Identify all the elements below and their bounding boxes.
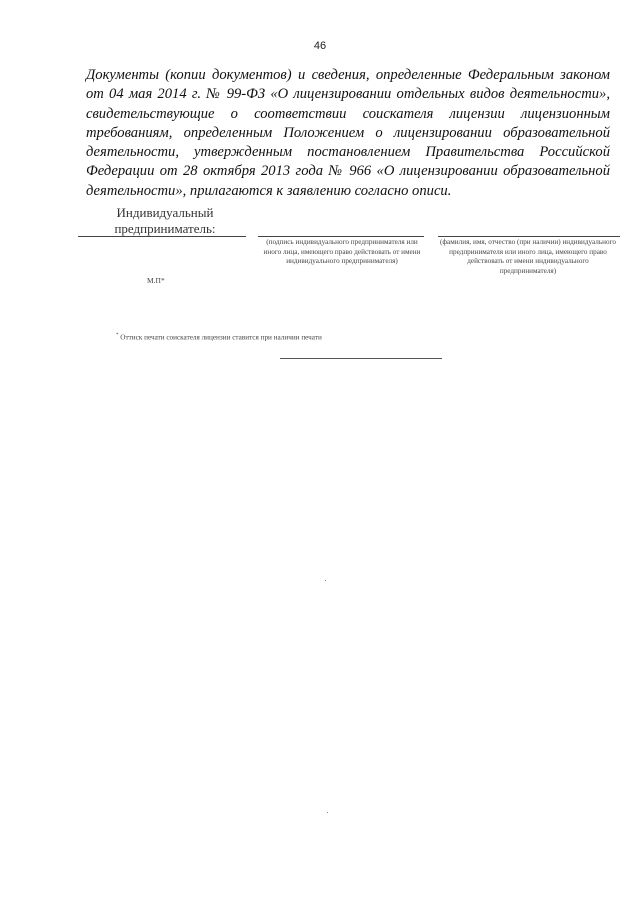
page-number: 46 [313,40,327,52]
scan-speck [325,580,326,581]
name-line [438,236,620,237]
footnote-divider [280,358,442,359]
scan-speck [327,812,328,813]
footnote-text: Оттиск печати соискателя лицензии ставится при наличии печати [120,333,322,342]
name-caption: (фамилия, имя, отчество (при наличии) индивидуального предпринимателя или иного лица, имеющего право действовать от имени индивидуального предпринимателя) [440,238,616,275]
footnote [116,333,322,341]
main-paragraph: Документы (копии документов) и сведения, определенные Федеральным законом от 04 мая 2014 г. № 99-ФЗ «О лицензировании отдельных видов деятельности», свидетельствующие о соответствии соискателя лицензии лицензионным требованиям, определенным Положением о лицензировании образовательной деятельности, утвержденным постановлением Правительства Российской Федерации от 28 октября 2013 года № 966 «О лицензировании образовательной деятельности», прилагаются к заявлению согласно описи. [86,67,610,199]
footnote-mark: * [116,333,119,338]
signature-line [258,236,424,237]
signature-caption: (подпись индивидуального предпринимателя или иного лица, имеющего право действовать от имени индивидуального предпринимателя) [263,238,421,265]
stamp-placeholder: М.П* [147,276,165,285]
signatory-role: Индивидуальный предприниматель: [114,205,216,236]
role-line [78,236,246,237]
